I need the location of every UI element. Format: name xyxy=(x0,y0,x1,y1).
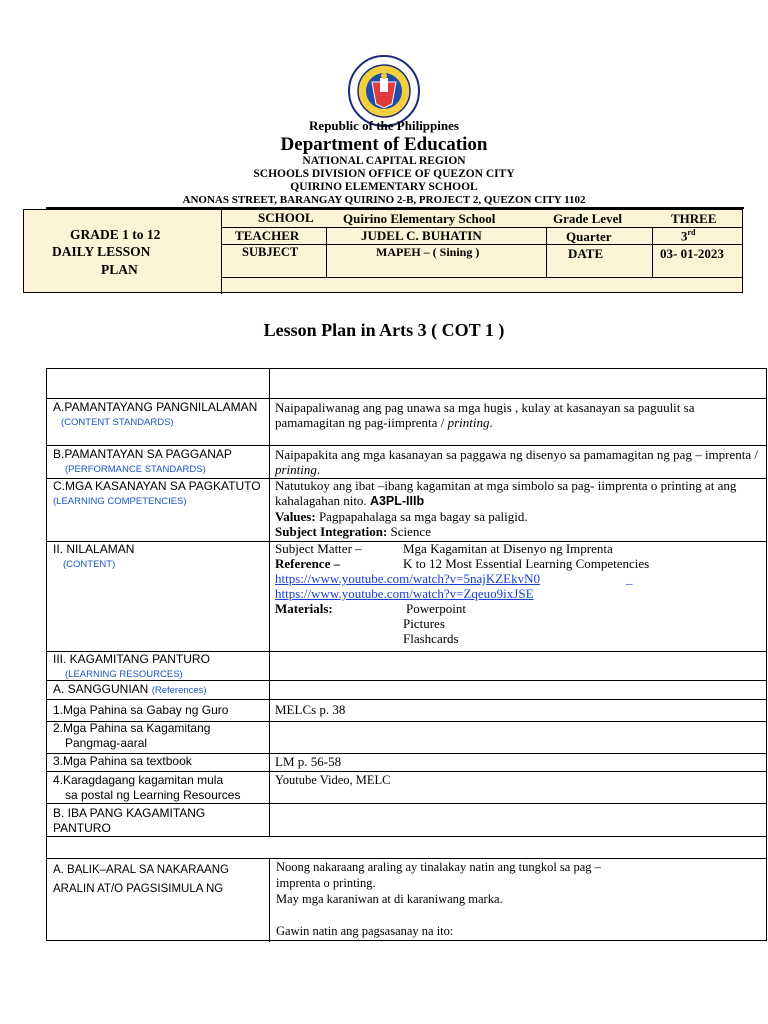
teacher-label: TEACHER xyxy=(235,228,300,243)
references-label: A. SANGGUNIAN (References) xyxy=(53,682,207,696)
deped-seal-logo xyxy=(347,54,421,128)
department-title: Department of Education xyxy=(280,134,488,155)
quarter-label: Quarter xyxy=(566,229,612,244)
school-label: SCHOOL xyxy=(258,210,314,225)
content-details: Subject Matter – Mga Kagamitan at Disenyo ng Imprenta Reference – K to 12 Most Essential Learning Competencies https://www.youtube.com/watch?v=5najKZEkvN0 _ https://www.youtube.com/watch?v=Zqeuo9ixJSE Materials: Powerpoint Pictures Flashcards xyxy=(275,541,650,646)
review-text: Noong nakaraang araling ay tinalakay natin ang tungkol sa pag – imprenta o printing. May mga karaniwan at di karaniwang marka. Gawin natin ang pagsasanay na ito: xyxy=(276,860,601,938)
division-text: SCHOOLS DIVISION OFFICE OF QUEZON CITY xyxy=(253,168,515,180)
quarter-value: 3rd xyxy=(681,228,696,244)
region-text: NATIONAL CAPITAL REGION xyxy=(302,155,466,167)
teacher-guide-pages-label: 1.Mga Pahina sa Gabay ng Guro xyxy=(53,703,229,717)
lesson-plan-title: Lesson Plan in Arts 3 ( COT 1 ) xyxy=(263,320,505,340)
content-label: II. NILALAMAN (CONTENT) xyxy=(53,542,135,570)
date-label: DATE xyxy=(568,246,604,261)
additional-materials-value: Youtube Video, MELC xyxy=(275,773,391,787)
dlp-title-line3: PLAN xyxy=(101,262,138,277)
date-value: 03- 01-2023 xyxy=(660,246,724,261)
textbook-pages-value: LM p. 56-58 xyxy=(275,754,342,769)
grade-level-label: Grade Level xyxy=(553,211,622,226)
content-standards-text: Naipapaliwanag ang pag unawa sa mga hugis , kulay at kasanayan sa paguulit sa pamamagitan ng pag-iimprenta / printing. xyxy=(275,400,695,430)
subject-label: SUBJECT xyxy=(242,245,299,259)
teacher-guide-pages-value: MELCs p. 38 xyxy=(275,702,346,717)
school-value: Quirino Elementary School xyxy=(343,211,496,226)
textbook-pages-label: 3.Mga Pahina sa textbook xyxy=(53,754,192,768)
content-standards-label: A.PAMANTAYANG PANGNILALAMAN (CONTENT STANDARDS) xyxy=(53,400,258,428)
learner-materials-label: 2.Mga Pahina sa Kagamitang Pangmag-aaral xyxy=(53,721,211,750)
teacher-value: JUDEL C. BUHATIN xyxy=(361,228,482,243)
review-label: A. BALIK–ARAL SA NAKARAANG ARALIN AT/O PAGSISIMULA NG xyxy=(53,864,229,895)
republic-text: Republic of the Philippines xyxy=(309,118,459,133)
learning-resources-label: III. KAGAMITANG PANTURO (LEARNING RESOURCES) xyxy=(53,652,210,680)
address-text: ANONAS STREET, BARANGAY QUIRINO 2-B, PROJECT 2, QUEZON CITY 1102 xyxy=(182,194,586,206)
youtube-link-1[interactable]: https://www.youtube.com/watch?v=5najKZEkvN0 xyxy=(275,571,540,586)
subject-value: MAPEH – ( Sining ) xyxy=(376,245,480,259)
grade-level-value: THREE xyxy=(671,211,717,226)
learning-competencies-label: C.MGA KASANAYAN SA PAGKATUTO (LEARNING COMPETENCIES) xyxy=(53,479,261,507)
performance-standards-label: B.PAMANTAYAN SA PAGGANAP (PERFORMANCE STANDARDS) xyxy=(53,447,232,475)
performance-standards-text: Naipapakita ang mga kasanayan sa paggawa ng disenyo sa pamamagitan ng pag – imprenta / printing. xyxy=(275,447,759,477)
learning-competencies-text: Natutukoy ang ibat –ibang kagamitan at mga simbolo sa pag- iimprenta o printing at ang kahalagahan nito. A3PL-IIIb Values: Pagpapahalaga sa mga bagay sa paligid. Subject Integration: Science xyxy=(275,478,737,539)
additional-materials-label: 4.Karagdagang kagamitan mula sa postal ng Learning Resources xyxy=(53,773,241,802)
youtube-link-2[interactable]: https://www.youtube.com/watch?v=Zqeuo9ixJSE xyxy=(275,586,534,601)
dlp-title-line1: GRADE 1 to 12 xyxy=(70,227,161,242)
school-text: QUIRINO ELEMENTARY SCHOOL xyxy=(290,181,478,193)
dlp-title-line2: DAILY LESSON xyxy=(52,244,151,259)
other-materials-label: B. IBA PANG KAGAMITANG PANTURO xyxy=(53,806,206,835)
